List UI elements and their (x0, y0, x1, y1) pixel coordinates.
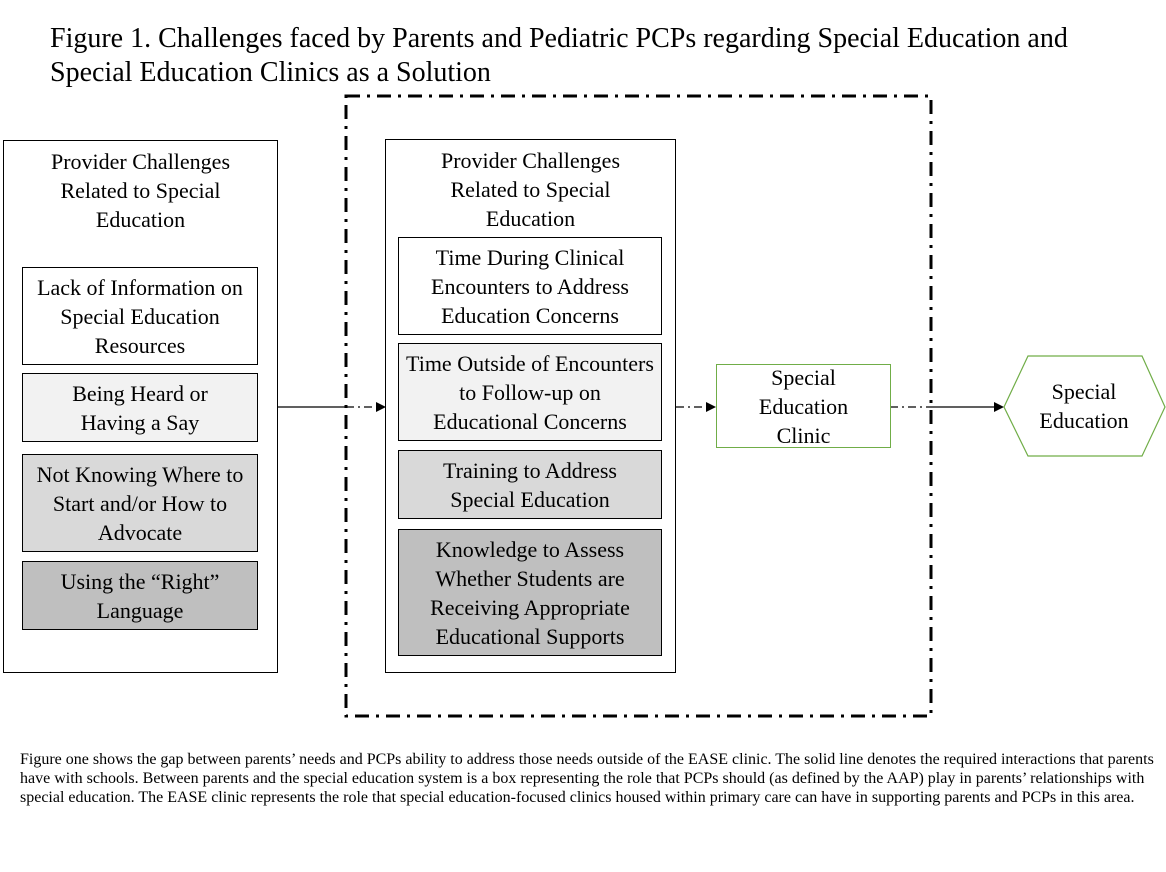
parent-challenges-heading: Provider Challenges Related to Special Education (50, 149, 231, 232)
arrowhead-to-special-education (994, 402, 1004, 412)
special-education-label: Special Education (1039, 379, 1129, 433)
parent-item-1: Lack of Information on Special Education Resources (22, 267, 258, 365)
provider-item-1: Time During Clinical Encounters to Address Education Concerns (398, 237, 662, 335)
special-education-clinic-box: Special Education Clinic (716, 364, 891, 448)
parent-item-2: Being Heard or Having a Say (22, 373, 258, 442)
figure-caption: Figure one shows the gap between parents’ needs and PCPs ability to address those needs outside of the EASE clinic. The solid line denotes the required interactions that parents have with schools. Between parents and the special education system is a box representing the role that PCPs should (as defined by the AAP) play in parents’ relationships with special education. The EASE clinic represents the role that special education-focused clinics housed within primary care can have in supporting parents and PCPs in this area. (20, 751, 1154, 806)
figure-title: Figure 1. Challenges faced by Parents and Pediatric PCPs regarding Special Education and Special Education Clinics as a Solution (50, 23, 1068, 88)
provider-item-3: Training to Address Special Education (398, 450, 662, 519)
parent-item-3: Not Knowing Where to Start and/or How to Advocate (22, 454, 258, 552)
arrowhead-to-clinic (706, 402, 716, 412)
provider-item-2: Time Outside of Encounters to Follow-up on Educational Concerns (398, 343, 662, 441)
provider-challenges-heading: Provider Challenges Related to Special Education (440, 148, 621, 231)
parent-item-4: Using the “Right” Language (22, 561, 258, 630)
provider-item-4: Knowledge to Assess Whether Students are Receiving Appropriate Educational Supports (398, 529, 662, 656)
